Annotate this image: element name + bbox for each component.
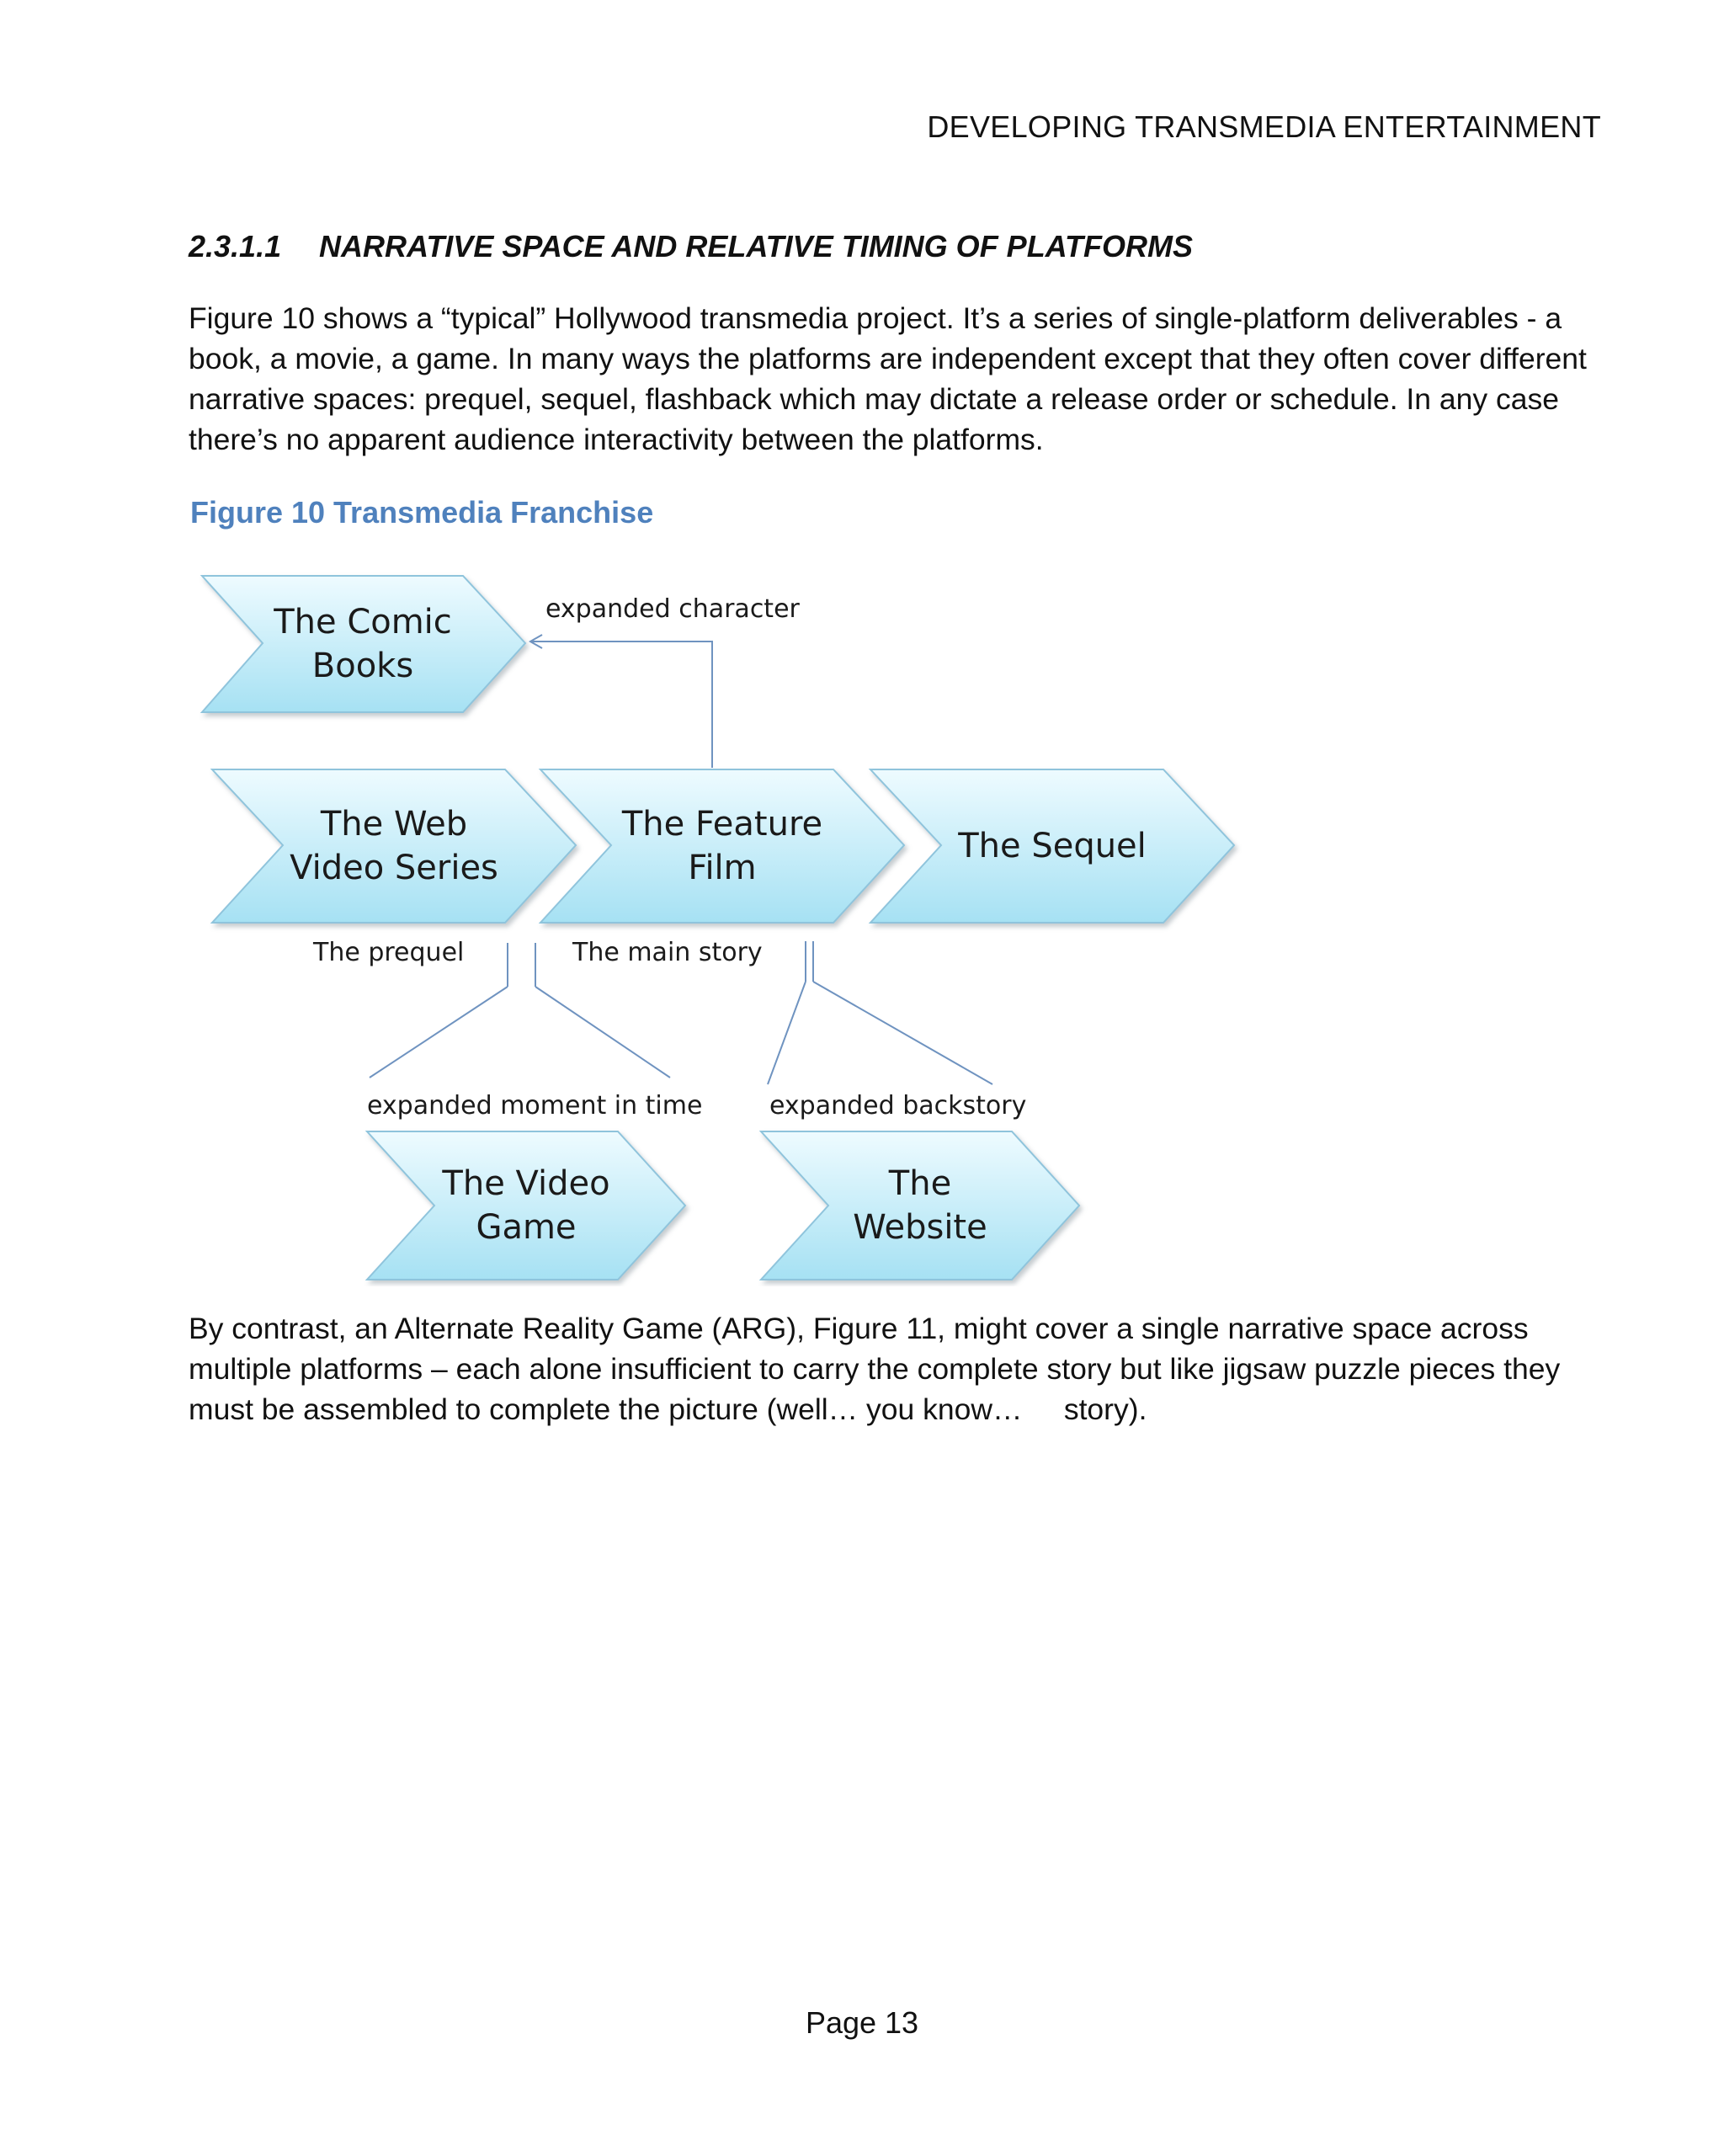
chevron-label-video-game: The Video Game (442, 1164, 610, 1247)
intro-paragraph: Figure 10 shows a “typical” Hollywood transmedia project. It’s a series of single-platform deliverables - a book, a movie, a game. In many ways the platforms are independent except that they often cover different narrative spaces: prequel, sequel, flashback which may dictate a release order or schedule. In any case there’s no apparent audience interactivity between the platforms. (189, 301, 1587, 456)
chevron-label-web-series: The Web Video Series (290, 805, 498, 887)
section-heading (189, 229, 1193, 264)
section-number: 2.3.1.1 (189, 229, 282, 264)
label-expanded-backstory: expanded backstory (769, 1091, 1027, 1121)
chevron-label-sequel: The Sequel (958, 827, 1147, 865)
connector-moment-right (535, 987, 670, 1078)
connector-film-to-comic (530, 641, 712, 768)
transmedia-franchise-diagram (189, 546, 1274, 1286)
contrast-paragraph: By contrast, an Alternate Reality Game (ARG), Figure 11, might cover a single narrative space across multiple platforms – each alone insufficient to carry the complete story but like jigsaw puzzle pieces they must be assembled to complete the picture (well… you know… story). (189, 1312, 1569, 1426)
section-title: NARRATIVE SPACE AND RELATIVE TIMING OF PLATFORMS (319, 229, 1193, 264)
figure-caption: Figure 10 Transmedia Franchise (190, 495, 654, 530)
connector-backstory-right (813, 982, 992, 1084)
label-expanded-character: expanded character (545, 594, 800, 624)
chevron-label-website: The Website (853, 1164, 987, 1247)
label-main-story: The main story (572, 938, 763, 967)
label-prequel: The prequel (313, 938, 465, 967)
page-number: Page 13 (805, 2005, 919, 2040)
chevron-label-comic-books: The Comic Books (274, 603, 452, 685)
running-header: DEVELOPING TRANSMEDIA ENTERTAINMENT (927, 109, 1601, 144)
chevron-label-feature-film: The Feature Film (621, 805, 823, 887)
connector-backstory-left (768, 982, 806, 1084)
label-expanded-moment: expanded moment in time (367, 1091, 703, 1121)
connector-moment-left (370, 987, 508, 1078)
